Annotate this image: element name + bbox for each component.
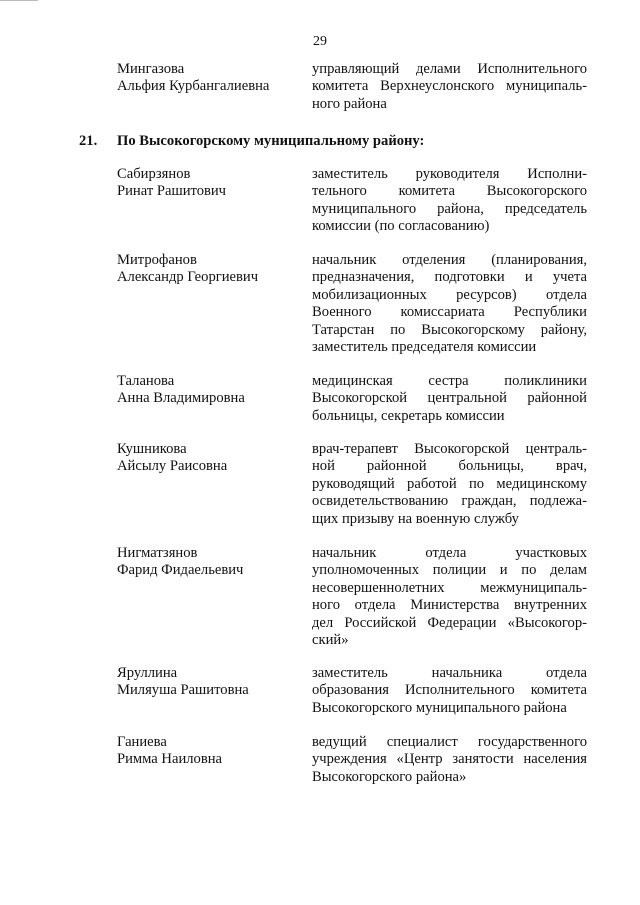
member-role: начальник отделения (планирования, предназначения, подготовки и учета мобилизационных ресурсов) отдела Военного комиссариата Республики Татарстан по Высокогорскому району, заместитель председателя комиссии [312, 252, 587, 356]
member-role: ведущий специалист государственного учреждения «Центр занятости населения Высокогорского района» [312, 734, 587, 785]
member-role: медицинская сестра поликлиники Высокогорской центральной районной больницы, секретарь комиссии [312, 373, 587, 424]
member-name: Кушникова Айсылу Раисовна [117, 441, 228, 475]
section-heading [79, 133, 424, 150]
member-role: заместитель руководителя Исполни- тельного комитета Высокогорского муниципального района, председатель комиссии (по согласованию) [312, 166, 587, 235]
member-role: врач-терапевт Высокогорской централь- ной районной больницы, врач, руководящий работой по медицинскому освидетельствованию граждан, подлежа- щих призыву на военную службу [312, 441, 587, 527]
section-title: По Высокогорскому муниципальному району: [117, 133, 425, 149]
member-role: управляющий делами Исполнительного комитета Верхнеуслонского муниципаль- ного района [312, 61, 587, 112]
member-name: Таланова Анна Владимировна [117, 373, 245, 407]
member-name: Сабирзянов Ринат Рашитович [117, 166, 227, 200]
scan-corner-mark [0, 0, 38, 3]
member-name: Ганиева Римма Наиловна [117, 734, 223, 768]
section-number: 21. [79, 133, 98, 149]
member-role: заместитель начальника отдела образования Исполнительного комитета Высокогорского муниципального района [312, 665, 587, 716]
member-name: Яруллина Миляуша Рашитовна [117, 665, 249, 699]
member-role: начальник отдела участковых уполномоченных полиции и по делам несовершеннолетних межмуниципаль- ного отдела Министерства внутренних дел Российской Федерации «Высокогор- ский» [312, 545, 587, 649]
page-number: 29 [313, 34, 327, 49]
member-name: Нигматзянов Фарид Фидаельевич [117, 545, 244, 579]
member-name: Митрофанов Александр Георгиевич [117, 252, 259, 286]
member-name: Мингазова Альфия Курбангалиевна [117, 61, 270, 95]
